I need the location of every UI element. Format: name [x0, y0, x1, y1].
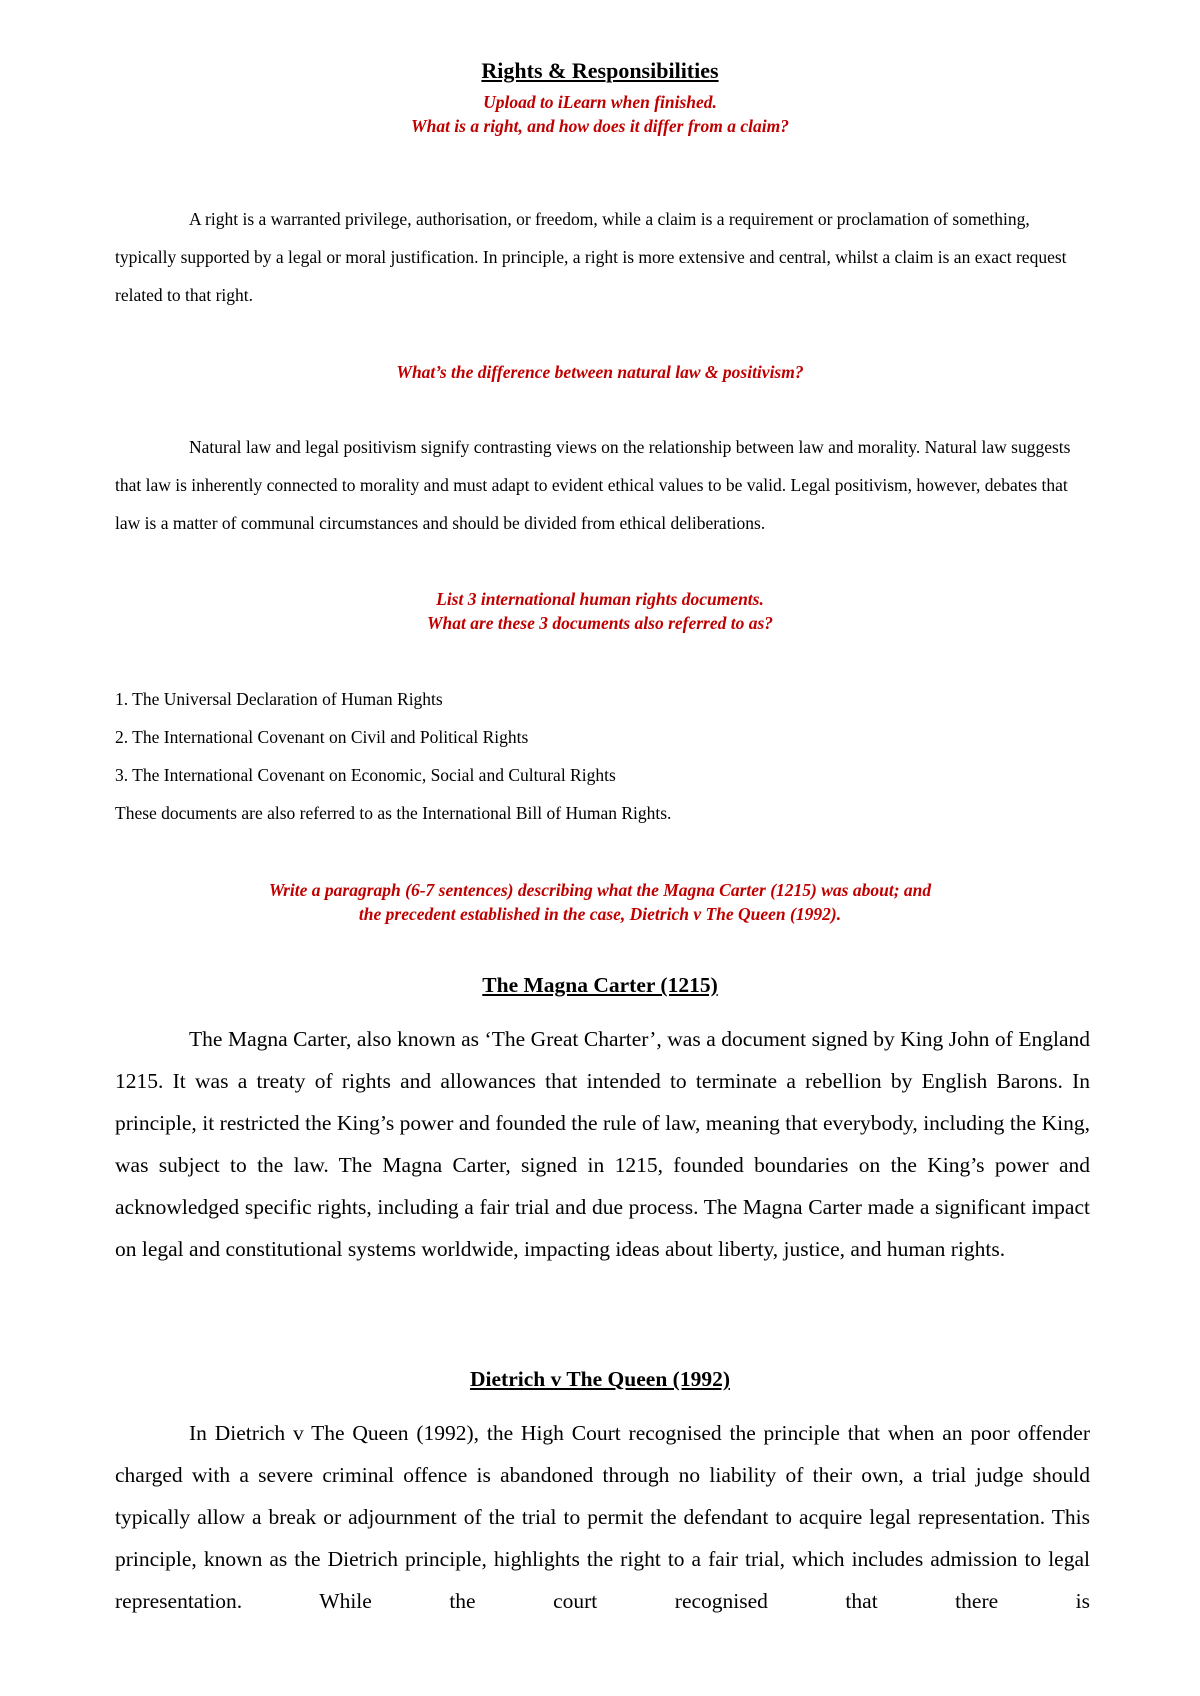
question-natural-law: What’s the difference between natural law & positivism? — [396, 362, 804, 382]
document-title: Rights & Responsibilities — [481, 58, 719, 83]
documents-note: These documents are also referred to as the International Bill of Human Rights. — [115, 803, 672, 823]
answer-right-vs-claim-text: A right is a warranted privilege, authorisation, or freedom, while a claim is a requirement or proclamation of something, typically supported by a legal or moral justification. In principle, a right is more extensive and central, whilst a claim is an exact request related to that right. — [115, 209, 1067, 305]
question-documents — [0, 587, 1200, 635]
magna-section — [115, 1018, 1090, 1270]
magna-heading: The Magna Carter (1215) — [482, 973, 718, 997]
answer-natural-law-text: Natural law and legal positivism signify contrasting views on the relationship between law and morality. Natural law suggests that law is inherently connected to morality and must adapt to evident ethical values to be valid. Legal positivism, however, debates that law is a matter of communal circumstances and should be divided from ethical deliberations. — [115, 437, 1071, 533]
question-documents-line2: What are these 3 documents also referred to as? — [426, 613, 774, 633]
documents-list — [115, 680, 1090, 832]
dietrich-heading: Dietrich v The Queen (1992) — [470, 1367, 730, 1391]
dietrich-text: In Dietrich v The Queen (1992), the High Court recognised the principle that when an poor offender charged with a severe criminal offence is abandoned through no liability of their own, a trial judge should typically allow a break or adjournment of the trial to permit the defendant to acquire legal representation. This principle, known as the Dietrich principle, highlights the right to a fair trial, which includes admission to legal representation. While the court recognised that there is — [115, 1421, 1090, 1613]
question-right-vs-claim: What is a right, and how does it differ from a claim? — [411, 116, 789, 136]
upload-instruction: Upload to iLearn when finished. — [483, 92, 717, 112]
list-item: 2. The International Covenant on Civil and Political Rights — [115, 727, 529, 747]
instruction-block — [0, 90, 1200, 138]
list-item: 1. The Universal Declaration of Human Rights — [115, 689, 443, 709]
list-item: 3. The International Covenant on Economic, Social and Cultural Rights — [115, 765, 616, 785]
question-documents-line1: List 3 international human rights documents. — [436, 589, 764, 609]
dietrich-section — [115, 1412, 1090, 1622]
magna-text: The Magna Carter, also known as ‘The Great Charter’, was a document signed by King John of England 1215. It was a treaty of rights and allowances that intended to terminate a rebellion by English Barons. In principle, it restricted the King’s power and founded the rule of law, meaning that everybody, including the King, was subject to the law. The Magna Carter, signed in 1215, founded boundaries on the King’s power and acknowledged specific rights, including a fair trial and due process. The Magna Carter made a significant impact on legal and constitutional systems worldwide, impacting ideas about liberty, justice, and human rights. — [115, 1027, 1090, 1261]
answer-natural-law — [115, 428, 1090, 542]
question-magna-dietrich-line1: Write a paragraph (6-7 sentences) describing what the Magna Carter (1215) was about; and — [268, 880, 932, 900]
question-magna-dietrich — [0, 878, 1200, 926]
question-magna-dietrich-line2: the precedent established in the case, Dietrich v The Queen (1992). — [358, 904, 842, 924]
answer-right-vs-claim — [115, 200, 1090, 314]
